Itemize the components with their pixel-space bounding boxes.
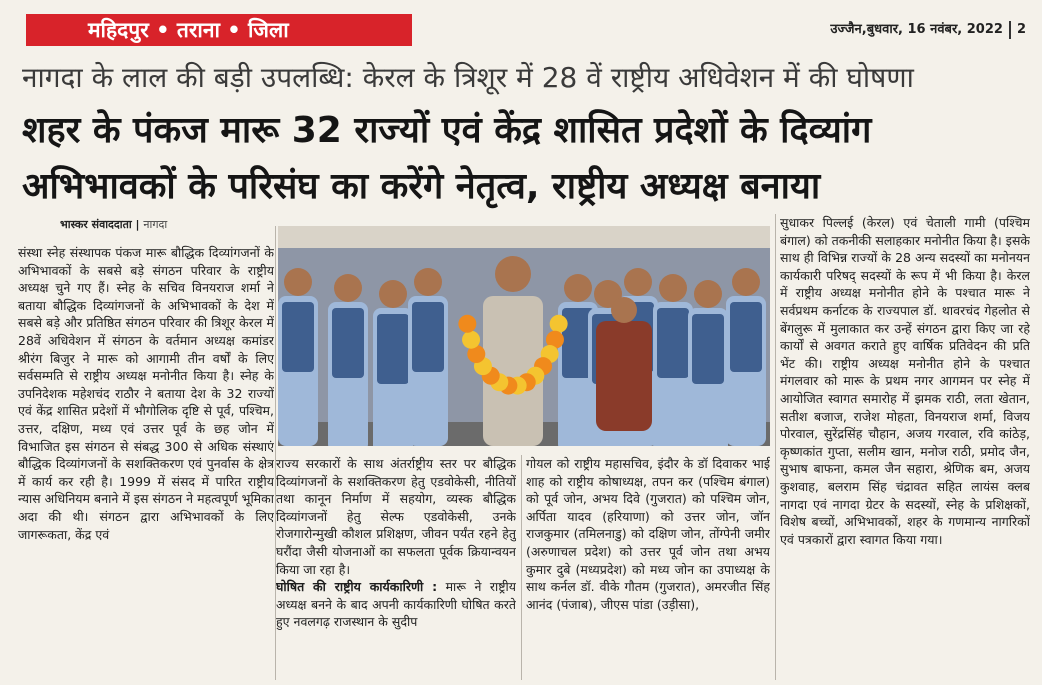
person-uniform — [730, 302, 762, 372]
person-uniform — [412, 302, 444, 372]
main-headline: शहर के पंकज मारू 32 राज्यों एवं केंद्र शासित प्रदेशों के दिव्यांग अभिभावकों के परिसंघ का करेंगे नेतृत्व, राष्ट्रीय अध्यक्ष बनाया — [22, 110, 872, 207]
body-column-3: गोयल को राष्ट्रीय महासचिव, इंदौर के डॉ दिवाकर भाई शाह को राष्ट्रीय कोषाध्यक्ष, तपन कर (पश्चिम बंगाल) को पूर्व जोन, अभय दिवे (गुजरात) को पश्चिम जोन, अर्पिता यादव (हरियाणा) को उत्तर जोन, जॉन राजकुमार (तमिलनाडु) को दक्षिण जोन, तोंग्पेनी जमीर (अरुणाचल प्रदेश) को उत्तर पूर्व जोन तथा अभय कुमार दुबे (मध्यप्रदेश) को मध्य जोन का उपाध्यक्ष के साथ कर्नल डॉ. वीके गौतम (गुजरात), अमरजीत सिंह आनंद (पंजाब), जीएस पांडा (उड़ीसा), — [526, 456, 770, 612]
person-head — [379, 280, 407, 308]
garland-flower — [462, 331, 480, 349]
person-uniform — [377, 314, 409, 384]
column-2-text: राज्य सरकारों के साथ अंतर्राष्ट्रीय स्तर पर बौद्धिक दिव्यांगजनों के सशक्तिकरण हेतु एडवोकेसी, नीतियों तथा कानून निर्माण में सहयोग, व्यस्क बौद्धिक दिव्यांगजनों हेतु सेल्फ एडवोकेसी, उनके रोजगारोन्मुखी कौशल प्रशिक्षण, जीवन पर्यंत रहने हेतु घरौंदा जैसी योजनाओं का सफलता पूर्वक क्रियान्वयन किया जा रहा है। — [276, 456, 516, 577]
photo-illustration — [278, 226, 770, 446]
column-2-continuation: मारू ने राष्ट्रीय अध्यक्ष बनने के बाद अपनी कार्यकारिणी घोषित करते हुए नवलगढ़ राजस्थान के सुदीप — [276, 579, 516, 630]
saree-figure — [596, 321, 652, 431]
byline-reporter: भास्कर संवाददाता — [60, 218, 132, 231]
dateline — [830, 14, 1026, 46]
byline: भास्कर संवाददाता | नागदा — [60, 218, 168, 231]
section-tag: महिदपुर • तराना • जिला — [26, 14, 412, 46]
body-column-4: सुधाकर पिल्लई (केरल) एवं चेताली गामी (पश्चिम बंगाल) को तकनीकी सलाहकार मनोनीत किया है। इसके साथ ही विभिन्न राज्यों के 28 अन्य सदस्यों का मनोनयन कार्यकारी परिषद् सदस्यों के रूप में भी किया है। केरल में राष्ट्रीय अध्यक्ष मनोनीत होने के पश्चात मारू ने सर्वप्रथम कर्नाटक के राज्यपाल डॉ. थावरचंद गेहलोत से बेंगलुरू में मुलाकात कर उन्हें संगठन द्वारा किए जा रहे कार्यों से अवगत कराते हुए वार्षिक प्रतिवेदन की प्रति भेंट की। राष्ट्रीय अध्यक्ष मनोनीत होने के पश्चात मंगलवार को मारू के प्रथम नगर आगमन पर स्नेह में आयोजित स्वागत समारोह में झमक राठी, लता खेतान, सतीश बजाज, राजेश मोहता, विनयराज शर्मा, विजय पोरवाल, सुरेंद्रसिंह चौहान, अजय गरवाल, रवि कांठेड़, कृष्णकांत गुप्ता, सलीम खान, मनोज राठी, प्रमोद जैन, सुभाष बाफना, कमल जैन सहारा, श्रेणिक बम, अजय कुशवाह, बलराम सिंह चंद्रावत सहित लायंस क्लब नागदा एवं नागदा ग्रेटर के सदस्यों, स्नेह के प्रशिक्षकों, विशेष बच्चों, अभिभावकों, शहर के गणमान्य नागरिकों एवं पत्रकारों द्वारा स्वागत किया गया। — [780, 215, 1030, 547]
news-photo — [278, 226, 770, 446]
byline-place: नागदा — [143, 218, 168, 231]
person-head — [284, 268, 312, 296]
executive-subhead: घोषित की राष्ट्रीय कार्यकारिणी : — [276, 579, 438, 595]
person-head — [564, 274, 592, 302]
dateline-divider — [1009, 21, 1011, 39]
person-head — [694, 280, 722, 308]
garland-flower — [458, 315, 476, 333]
person-head — [624, 268, 652, 296]
person-uniform — [282, 302, 314, 372]
person-uniform — [657, 308, 689, 378]
date-text: उज्जैन,बुधवार, 16 नवंबर, 2022 — [830, 22, 1003, 37]
person-uniform — [692, 314, 724, 384]
column-rule — [775, 214, 776, 680]
person-uniform — [332, 308, 364, 378]
person-head — [732, 268, 760, 296]
page-number: 2 — [1016, 22, 1026, 37]
central-person-head — [495, 256, 531, 292]
person-head — [334, 274, 362, 302]
person-head — [414, 268, 442, 296]
saree-figure-head — [611, 297, 637, 323]
garland-flower — [550, 315, 568, 333]
person-head — [659, 274, 687, 302]
body-column-2 — [276, 455, 516, 680]
column-rule — [521, 455, 522, 680]
body-column-1: संस्था स्नेह संस्थापक पंकज मारू बौद्धिक दिव्यांगजनों के अभिभावकों के सबसे बड़े संगठन परिवार के राष्ट्रीय अध्यक्ष चुने गए हैं। स्नेह के सचिव विनयराज शर्मा ने बताया बौद्धिक दिव्यांगजनों के अभिभावकों के देश में सबसे बड़े और प्रतिष्ठित संगठन परिवार की त्रिशूर केरल में 28वें अधिवेशन में संगठन के वर्तमान अध्यक्ष कमांडर श्रीरंग बिजुर ने मारू को आगामी तीन वर्षों के लिए सर्वसम्मति से राष्ट्रीय अध्यक्ष मनोनीत किया है। स्नेह के उपनिदेशक महेशचंद राठौर ने बताया देश के 32 राज्यों एवं केंद्र शासित प्रदेशों में भौगोलिक दृष्टि से पूर्व, पश्चिम, उत्तर, दक्षिण, मध्य एवं उत्तर पूर्व के छह जोन में विभाजित इस संगठन से संबद्ध 300 से अधिक संस्थाएं बौद्धिक दिव्यांगजनों के सशक्तिकरण एवं पुनर्वास के क्षेत्र में कार्य कर रही है। 1999 में संसद में पारित राष्ट्रीय न्यास अधिनियम बनाने में इस संगठन ने महत्वपूर्ण भूमिका अदा की थी। संगठन द्वारा अभिभावकों के लिए जागरूकता, केंद्र एवं — [18, 245, 274, 542]
page-header — [0, 14, 1042, 46]
photo-banner — [278, 226, 770, 248]
kicker-headline: नागदा के लाल की बड़ी उपलब्धि: केरल के त्रिशूर में 28 वें राष्ट्रीय अधिवेशन में की घोषणा — [22, 61, 914, 94]
